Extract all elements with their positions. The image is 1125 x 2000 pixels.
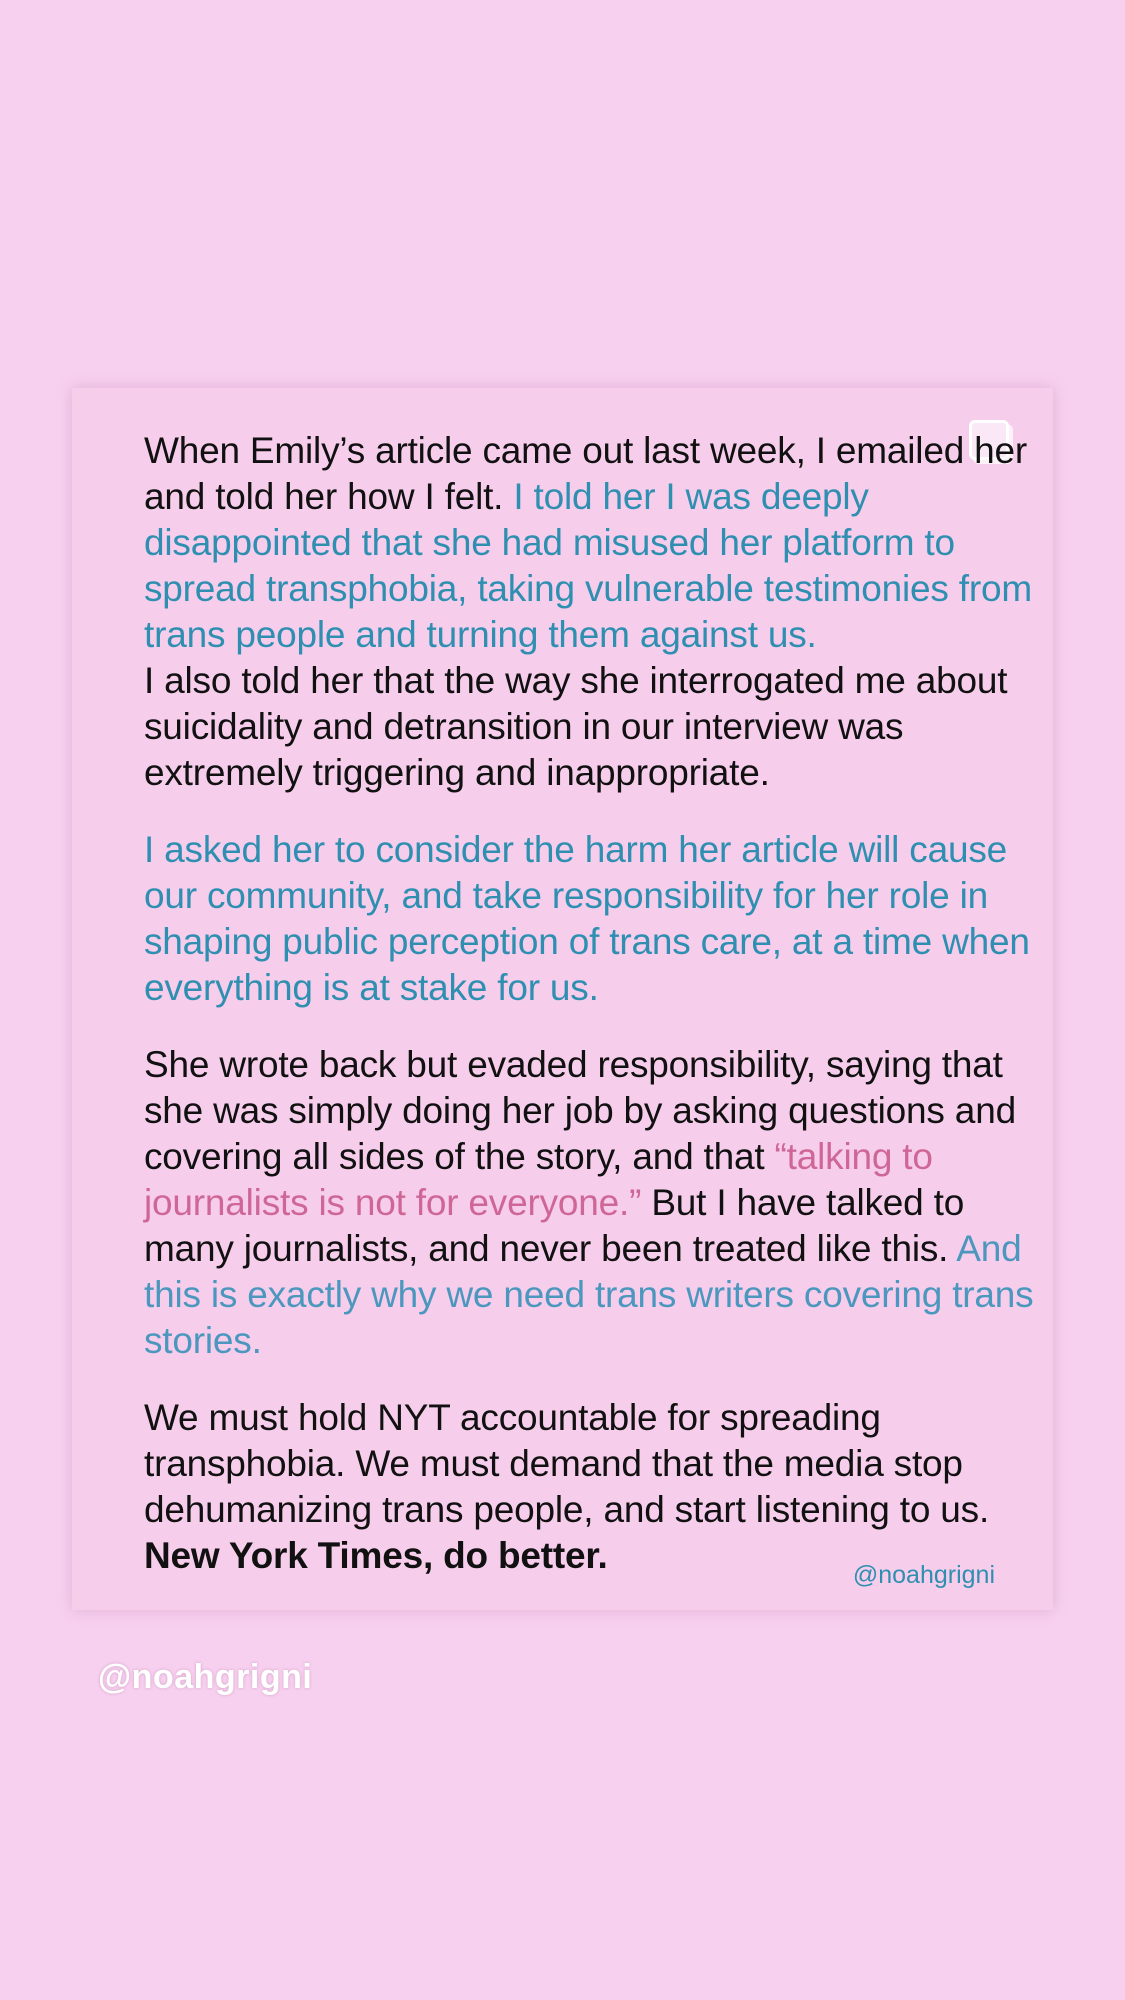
paragraph-1 [144, 428, 1034, 796]
story-mention-sticker[interactable]: @noahgrigni [98, 1658, 313, 1696]
paragraph-4-intro: We must hold NYT accountable for spreading transphobia. We must demand that the media stop dehumanizing trans people, and start listening to us. [144, 1397, 990, 1530]
post-card [72, 388, 1053, 1610]
paragraph-3 [144, 1042, 1034, 1364]
paragraph-4 [144, 1395, 1034, 1579]
paragraph-1-followup: I also told her that the way she interrogated me about suicidality and detransition in our interview was extremely triggering and inappropriate. [144, 660, 1008, 793]
card-handle: @noahgrigni [852, 1561, 995, 1589]
post-text [144, 428, 1034, 1579]
closing-statement: New York Times, do better. [144, 1535, 608, 1576]
journalist-quote: “talking to journalists is not for everyone.” [144, 1136, 933, 1223]
paragraph-3-highlight: And this is exactly why we need trans writers covering trans stories. [144, 1228, 1034, 1361]
paragraph-3-intro: She wrote back but evaded responsibility, saying that she was simply doing her job by asking questions and covering all sides of the story, and that [144, 1044, 1016, 1177]
paragraph-2: I asked her to consider the harm her article will cause our community, and take responsibility for her role in shaping public perception of trans care, at a time when everything is at stake for us. [144, 829, 1030, 1008]
paragraph-3-middle: But I have talked to many journalists, and never been treated like this. [144, 1182, 965, 1269]
paragraph-1-intro: When Emily’s article came out last week, I emailed her and told her how I felt. [144, 430, 1028, 517]
paragraph-1-highlight: I told her I was deeply disappointed that she had misused her platform to spread transphobia, taking vulnerable testimonies from trans people and turning them against us. [144, 476, 1032, 655]
